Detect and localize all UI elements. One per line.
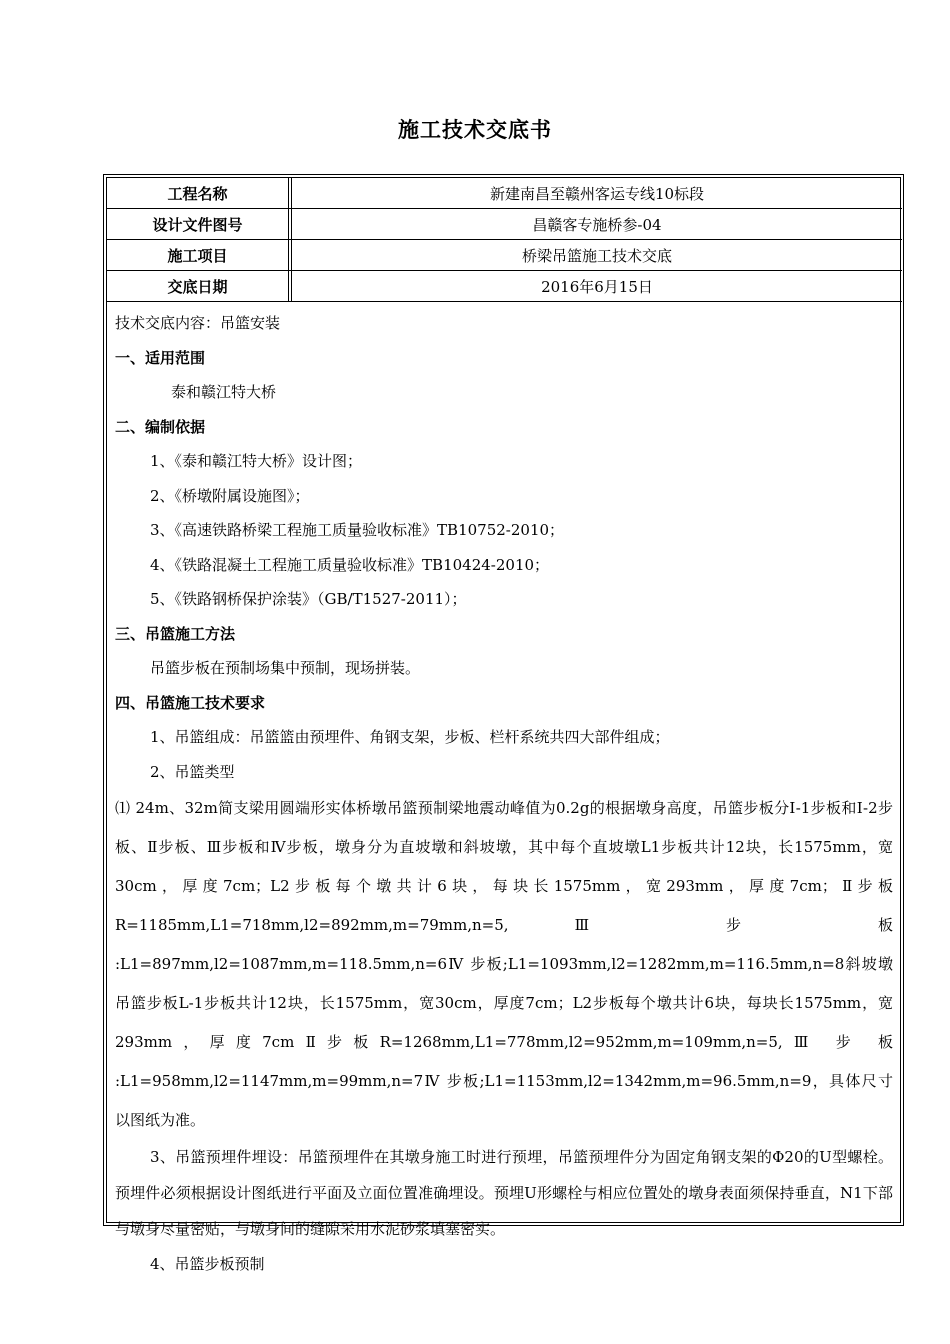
info-value-drawing-number: 昌赣客专施桥参-04 xyxy=(292,209,903,240)
section-heading-requirements: 四、吊篮施工技术要求 xyxy=(115,693,266,712)
section-heading-scope: 一、适用范围 xyxy=(115,348,206,367)
info-label-drawing-number: 设计文件图号 xyxy=(107,209,289,240)
document-frame-inner xyxy=(106,177,901,1273)
content-area xyxy=(115,306,893,1282)
info-row-drawing-number xyxy=(107,209,902,240)
basis-item: 4、《铁路混凝土工程施工质量验收标准》TB10424-2010； xyxy=(150,555,550,574)
content-intro: 技术交底内容：吊篮安装 xyxy=(115,314,281,332)
info-label-project-name: 工程名称 xyxy=(107,178,289,209)
info-row-date xyxy=(107,271,902,302)
info-label-construction-item: 施工项目 xyxy=(107,240,289,271)
info-label-date: 交底日期 xyxy=(107,271,289,302)
info-row-project-name xyxy=(107,178,902,209)
section-body-method: 吊篮步板在预制场集中预制，现场拼装。 xyxy=(150,659,421,677)
info-value-construction-item: 桥梁吊篮施工技术交底 xyxy=(292,240,903,271)
requirement-paragraph-embedded-parts: 3、吊篮预埋件埋设：吊篮预埋件在其墩身施工时进行预埋，吊篮预埋件分为固定角钢支架的Φ20的U型螺栓。预埋件必须根据设计图纸进行平面及立面位置准确埋设。预埋U形螺栓与相应位置处的墩身表面须保持垂直，N1下部与墩身尽量密贴，与墩身间的缝隙采用水泥砂浆填塞密实。 xyxy=(115,1148,893,1238)
info-value-date: 2016年6月15日 xyxy=(292,271,903,302)
requirement-item-composition: 1、吊篮组成：吊篮篮由预埋件、角钢支架，步板、栏杆系统共四大部件组成； xyxy=(150,728,670,746)
requirement-item-prefabrication: 4、吊篮步板预制 xyxy=(150,1255,265,1273)
basis-item: 2、《桥墩附属设施图》； xyxy=(150,486,310,505)
basis-item: 5、《铁路钢桥保护涂装》（GB/T1527-2011）； xyxy=(150,590,467,608)
section-heading-method: 三、吊篮施工方法 xyxy=(115,624,236,643)
requirement-paragraph-types: ⑴ 24m、32m简支梁用圆端形实体桥墩吊篮预制梁地震动峰值为0.2g的根据墩身高度，吊篮步板分Ⅰ-1步板和Ⅰ-2步板、Ⅱ步板、Ⅲ步板和Ⅳ步板，墩身分为直坡墩和斜坡墩，其中每个直坡墩L1步板共计12块，长1575mm，宽30cm，厚度7cm；L2步板每个墩共计6块，每块长1575mm，宽293mm，厚度7cm；Ⅱ步板 R=1185mm,L1=718mm,l2=892mm,m=79mm,n=5,Ⅲ 步 板 :L1=897mm,l2=1087mm,m=118.5mm,n=6Ⅳ 步板;L1=1093mm,l2=1282mm,m=116.5mm,n=8斜坡墩吊篮步板L-1步板共计12块，长1575mm，宽30cm，厚度7cm；L2步板每个墩共计6块，每块长1575mm，宽293mm，厚度7cmⅡ步板R=1268mm,L1=778mm,l2=952mm,m=109mm,n=5,Ⅲ 步 板 :L1=958mm,l2=1147mm,m=99mm,n=7Ⅳ 步板;L1=1153mm,l2=1342mm,m=96.5mm,n=9，具体尺寸以图纸为准。 xyxy=(115,799,893,1129)
basis-item: 3、《高速铁路桥梁工程施工质量验收标准》TB10752-2010； xyxy=(150,521,565,539)
info-row-construction-item xyxy=(107,240,902,271)
section-heading-basis: 二、编制依据 xyxy=(115,417,206,436)
info-table xyxy=(107,178,902,302)
document-title: 施工技术交底书 xyxy=(398,118,552,142)
document-frame xyxy=(103,174,904,1273)
info-value-project-name: 新建南昌至赣州客运专线10标段 xyxy=(292,178,903,209)
basis-item: 1、《泰和赣江特大桥》设计图； xyxy=(150,452,363,470)
requirement-item-type: 2、吊篮类型 xyxy=(150,762,235,781)
section-body-scope: 泰和赣江特大桥 xyxy=(171,383,277,401)
